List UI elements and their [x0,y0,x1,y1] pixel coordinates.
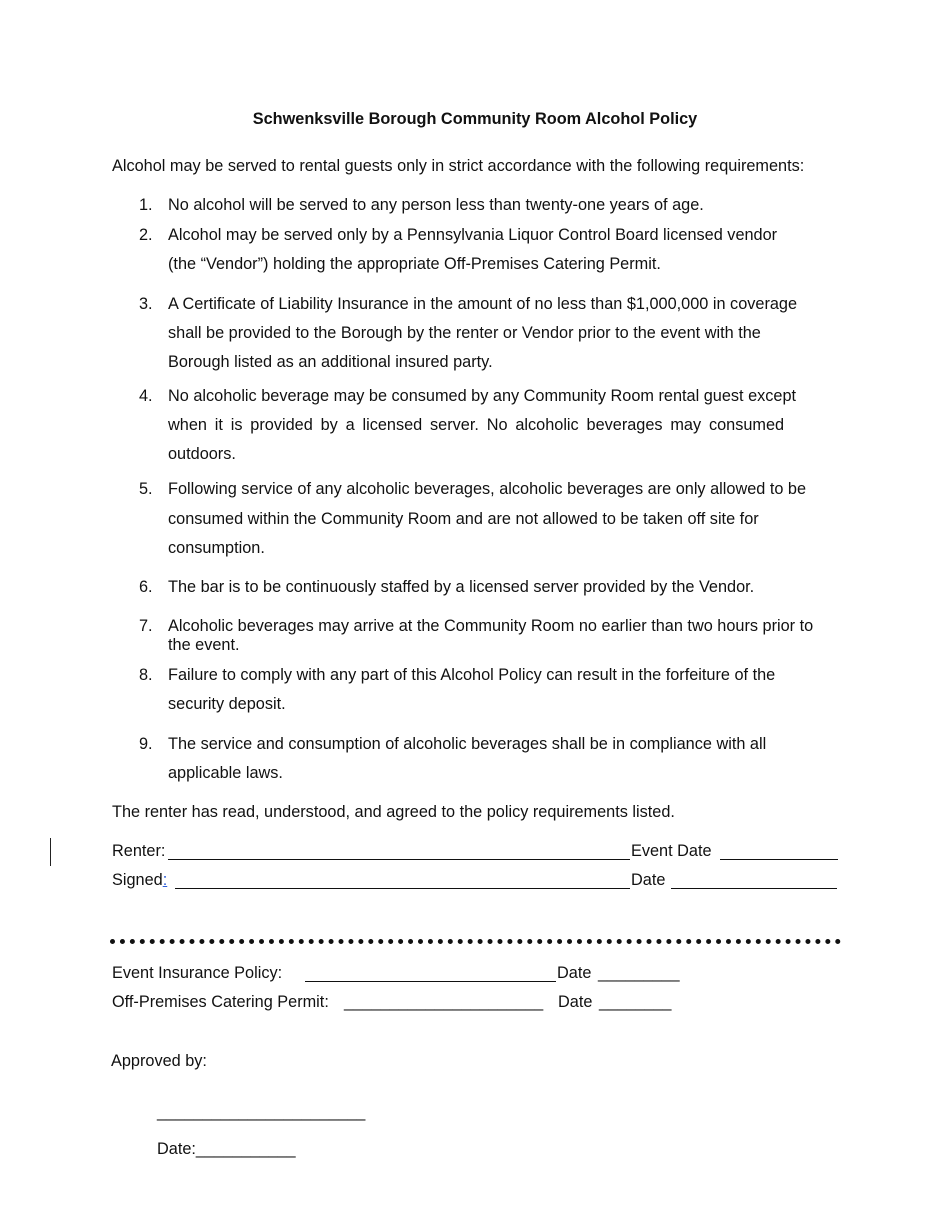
signed-date-field-extension[interactable] [780,888,837,889]
event-date-field[interactable] [720,859,838,860]
renter-field[interactable] [168,859,630,860]
intro-paragraph: Alcohol may be served to rental guests only in strict accordance with the following requirements: [112,157,805,175]
catering-permit-field[interactable]: ______________________ [344,993,544,1011]
list-line: (the “Vendor”) holding the appropriate Off-Premises Catering Permit. [168,255,661,273]
list-line: when it is provided by a licensed server. No alcoholic beverages may consumed [168,416,785,434]
catering-permit-label: Off-Premises Catering Permit: [112,993,329,1011]
list-line: Following service of any alcoholic beverages, alcoholic beverages are only allowed to be [168,480,807,498]
approval-date-field[interactable]: Date:___________ [157,1140,296,1158]
list-number: 6. [139,578,153,596]
insurance-policy-label: Event Insurance Policy: [112,964,283,982]
approved-by-label: Approved by: [111,1052,207,1070]
list-number: 4. [139,387,153,405]
agreement-statement: The renter has read, understood, and agreed to the policy requirements listed. [112,803,675,821]
list-line: Alcohol may be served only by a Pennsylvania Liquor Control Board licensed vendor [168,226,778,244]
list-number: 5. [139,480,153,498]
list-number: 2. [139,226,153,244]
list-line: consumed within the Community Room and are not allowed to be taken off site for [168,510,759,528]
list-line: Borough listed as an additional insured party. [168,353,493,371]
list-number: 3. [139,295,153,313]
list-number: 9. [139,735,153,753]
list-number: 1. [139,196,153,214]
signed-colon: : [162,871,168,889]
catering-date-field[interactable]: ________ [599,993,672,1011]
signed-label: Signed: [112,871,168,889]
insurance-date-label: Date [557,964,592,982]
list-line: Failure to comply with any part of this Alcohol Policy can result in the forfeiture of the [168,666,776,684]
approval-date-label: Date: [157,1140,196,1158]
event-date-label: Event Date [631,842,712,860]
list-line: Alcoholic beverages may arrive at the Community Room no earlier than two hours prior to [168,617,814,635]
insurance-date-field[interactable]: _________ [598,964,680,982]
list-line: A Certificate of Liability Insurance in the amount of no less than $1,000,000 in coverage [168,295,798,313]
list-number: 8. [139,666,153,684]
list-line: the event. [168,636,240,654]
list-line: The bar is to be continuously staffed by a licensed server provided by the Vendor. [168,578,755,596]
list-number: 7. [139,617,153,635]
list-line: The service and consumption of alcoholic beverages shall be in compliance with all [168,735,767,753]
section-divider [110,939,841,944]
signed-date-field[interactable] [671,888,780,889]
approval-signature-field[interactable]: _______________________ [157,1103,366,1121]
list-line: applicable laws. [168,764,283,782]
signature-field[interactable] [175,888,630,889]
list-line: No alcoholic beverage may be consumed by any Community Room rental guest except [168,387,797,405]
list-line: security deposit. [168,695,286,713]
catering-date-label: Date [558,993,593,1011]
renter-label: Renter: [112,842,166,860]
date-label: Date [631,871,666,889]
text-cursor [50,838,51,866]
insurance-policy-field[interactable] [305,981,556,982]
list-line: shall be provided to the Borough by the renter or Vendor prior to the event with the [168,324,761,342]
list-line: outdoors. [168,445,236,463]
list-line: No alcohol will be served to any person less than twenty-one years of age. [168,196,704,214]
list-line: consumption. [168,539,265,557]
document-title: Schwenksville Borough Community Room Alcohol Policy [252,110,698,128]
